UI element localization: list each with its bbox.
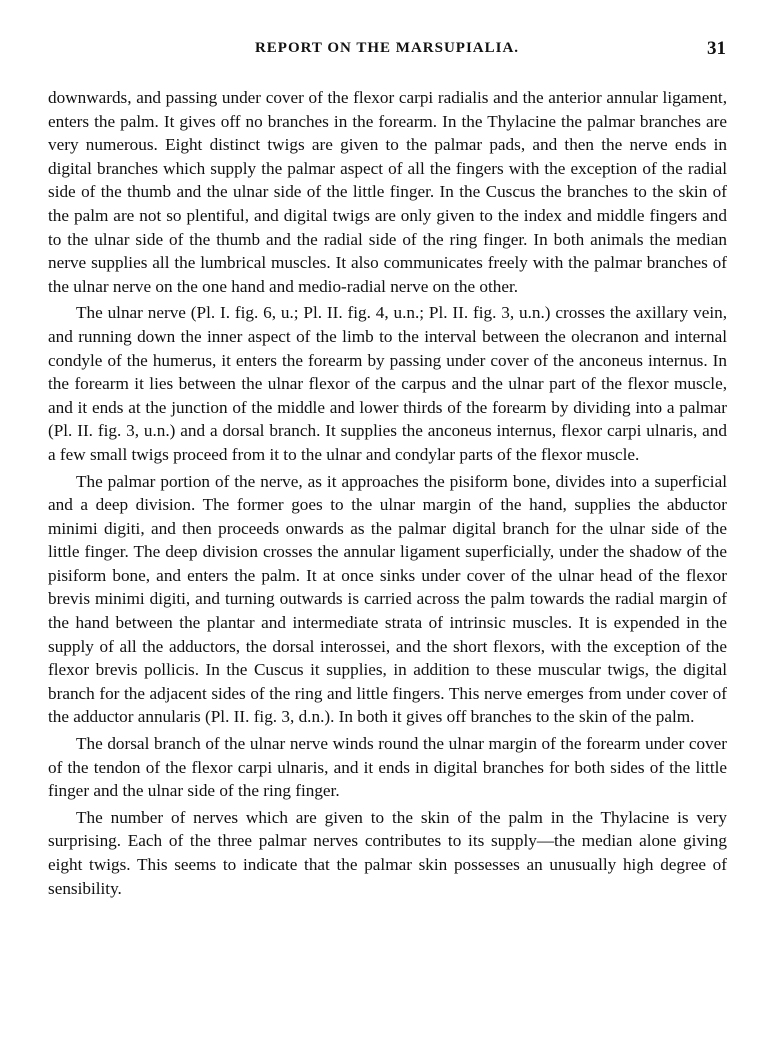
paragraph-number-of-nerves: The number of nerves which are given to the skin of the palm in the Thylacine is very surprising. Each of the three palmar nerves contributes to its supply—the median alone giving eight twigs. This seems to indicate that the palmar skin possesses an unusually high degree of sensibility. (48, 807, 727, 898)
paragraph-ulnar-nerve: The ulnar nerve (Pl. I. fig. 6, u.; Pl. II. fig. 4, u.n.; Pl. II. fig. 3, u.n.) crosses the axillary vein, and running down the inner aspect of the limb to the interval between the olecranon and internal condyle of the humerus, it enters the forearm by passing under cover of the anconeus internus. In the forearm it lies between the ulnar flexor of the carpus and the ulnar part of the flexor muscle, and it ends at the junction of the middle and lower thirds of the forearm by dividing into a palmar (Pl. II. fig. 3, u.n.) and a dorsal branch. It supplies the anconeus internus, flexor carpi ulnaris, and a few small twigs proceed from it to the ulnar and condylar parts of the flexor muscle. (48, 303, 727, 464)
paragraph-palmar-portion: The palmar portion of the nerve, as it approaches the pisiform bone, divides into a superficial and a deep division. The former goes to the ulnar margin of the hand, supplies the abductor minimi digiti, and then proceeds onwards as the palmar digital branch for the ulnar side of the little finger. The deep division crosses the annular ligament superficially, under the shadow of the pisiform bone, and enters the palm. It at once sinks under cover of the ulnar head of the flexor brevis minimi digiti, and turning outwards is carried across the palm towards the radial margin of the hand between the plantar and intermediate strata of intrinsic muscles. It is expended in the supply of all the adductors, the dorsal interossei, and the short flexors, with the exception of the flexor brevis pollicis. In the Cuscus it supplies, in addition to these muscular twigs, the digital branch for the adjacent sides of the ring and little fingers. This nerve emerges from under cover of the adductor annularis (Pl. II. fig. 3, d.n.). In both it gives off branches to the skin of the palm. (48, 471, 727, 727)
page-header (48, 40, 726, 68)
paragraph-continuation: downwards, and passing under cover of the flexor carpi radialis and the anterior annular ligament, enters the palm. It gives off no branches in the forearm. In the Thylacine the palmar branches are very numerous. Eight distinct twigs are given to the palmar pads, and then the nerve ends in digital branches which supply the palmar aspect of all the fingers with the exception of the radial side of the thumb and the ulnar side of the little finger. In the Cuscus the branches to the skin of the palm are not so plentiful, and digital twigs are only given to the index and middle fingers and to the ulnar side of the thumb and the radial side of the ring finger. In both animals the median nerve supplies all the lumbrical muscles. It also communicates freely with the palmar branches of the ulnar nerve on the one hand and medio-radial nerve on the other. (48, 88, 727, 296)
page-number: 31 (707, 38, 726, 59)
paragraph-dorsal-branch: The dorsal branch of the ulnar nerve winds round the ulnar margin of the forearm under cover of the tendon of the flexor carpi ulnaris, and it ends in digital branches for both sides of the little finger and the ulnar side of the ring finger. (48, 734, 727, 801)
running-title: REPORT ON THE MARSUPIALIA. (254, 40, 520, 56)
body-text (48, 86, 727, 903)
